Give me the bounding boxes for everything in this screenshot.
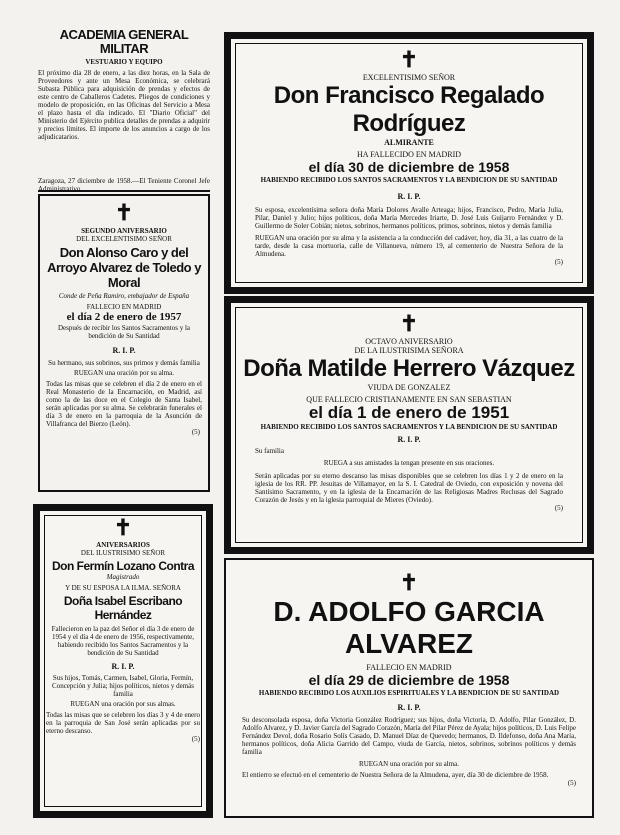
caro-masses: Todas las misas que se celebren el día 2 de enero en el Real Monasterio de la Encarnación, en Madrid, así como la de las doce en el Colegio de Santa Isabel, serán aplicadas por su alma. Se celebrarán funerales el día 3 de enero en la parroquia de la Asunción de Villafranca del Bierzo (León). [46, 380, 202, 428]
caro-family: Su hermano, sus sobrinos, sus primos y demás familia [48, 359, 200, 367]
cross-icon: ✝ [114, 200, 134, 225]
cross-icon: ✝ [113, 515, 133, 540]
regalado-ruegan: RUEGAN una oración por su alma y la asistencia a la conducción del cadáver, hoy, día 31, a las cuatro de la tarde, desde la casa mortuoria, calle de Villanueva, número 19, al cementerio de Nuestra Señora de la Almudena. [255, 234, 563, 258]
academy-title: ACADEMIA GENERAL MILITAR [59, 27, 189, 56]
caro-title: Conde de Peña Ramiro, embajador de España [58, 292, 190, 300]
garcia-ruegan: RUEGAN una oración por su alma. [359, 760, 459, 768]
regalado-title: ALMIRANTE [384, 138, 434, 147]
caro-line2: DEL EXCELENTISIMO SEÑOR [76, 235, 172, 243]
herrero-date: el día 1 de enero de 1951 [308, 403, 510, 422]
caro-name: Don Alonso Caro y del Arroyo Alvarez de Toledo y Moral [47, 245, 201, 290]
caro-ref: (5) [191, 428, 200, 436]
regalado-name: Don Francisco Regalado Rodríguez [273, 82, 545, 137]
caro-date: el día 2 de enero de 1957 [66, 311, 182, 323]
garcia-family: Su desconsolada esposa, doña Victoria González Rodríguez; sus hijos, doña Victoria, D. Adolfo, Pilar González, D. Adolfo Alvarez, y D. Javier García del Sagrado Corazón, María del Pilar Pérez de Ayala; hijos políticos, D. Luis Felipe Fernández Devol, doña Rosario Solís Casado, D. Manuel Díaz de Quevedo; hermanos, D. Ildefonso, doña Ana María, hermanos políticos, doña Alicia Garrido del Campo, viuda de García, nietos, sobrinos, sobrinos políticos y demás familia [242, 716, 576, 756]
obituary-herrero [224, 296, 594, 554]
herrero-ruegan: RUEGA a sus amistades la tengan presente en sus oraciones. [323, 459, 495, 467]
lozano-ruegan: RUEGAN una oración por sus almas. [70, 700, 176, 708]
herrero-sacraments: HABIENDO RECIBIDO LOS SANTOS SACRAMENTOS Y LA BENDICION DE SU SANTIDAD [260, 423, 558, 431]
caro-rip: R. I. P. [112, 346, 136, 355]
garcia-name: D. ADOLFO GARCIA ALVAREZ [273, 596, 545, 659]
divider [38, 190, 210, 192]
cross-icon: ✝ [399, 47, 419, 72]
obituary-lozano [33, 504, 213, 818]
lozano-body: Fallecieron en la paz del Señor el día 3 de enero de 1954 y el día 4 de enero de 1956, respectivamente, habiendo recibido los Santos Sacramentos y la bendición de Su Santidad [51, 625, 195, 657]
academy-notice [38, 27, 210, 193]
herrero-title: VIUDA DE GONZALEZ [367, 383, 451, 392]
cross-icon: ✝ [399, 570, 419, 595]
regalado-rip: R. I. P. [397, 192, 421, 201]
obituary-garcia [224, 558, 594, 818]
herrero-line2: DE LA ILUSTRISIMA SEÑORA [354, 346, 464, 355]
garcia-sacraments: HABIENDO RECIBIDO LOS AUXILIOS ESPIRITUALES Y LA BENDICION DE SU SANTIDAD [258, 689, 560, 697]
herrero-masses: Serán aplicadas por su eterno descanso las misas disponibles que se celebren los días 1 y 2 de enero en la iglesia de los RR. PP. Jesuitas de Villamayor, en la S. I. Catedral de Oviedo, con exposición y novena del Santísimo Sacramento, y en la iglesia de la Encarnación de las Religiosas Madres Reclusas del Sagrado Corazón de Jesús y en la iglesia parroquial de Mieres (Oviedo). [255, 472, 563, 504]
regalado-died: HA FALLECIDO EN MADRID [356, 150, 462, 159]
cross-icon: ✝ [399, 311, 419, 336]
herrero-name: Doña Matilde Herrero Vázquez [243, 355, 575, 382]
obituary-regalado [224, 32, 594, 294]
lozano-ref: (5) [191, 735, 200, 743]
lozano-title1: Magistrado [106, 573, 140, 581]
academy-subtitle: VESTUARIO Y EQUIPO [85, 58, 163, 66]
lozano-masses: Todas las misas que se celebren los días 3 y 4 de enero en la parroquia de San José serán aplicadas por su eterno descanso. [46, 711, 200, 735]
lozano-name2: Doña Isabel Escribano Hernández [63, 594, 183, 622]
regalado-family: Su esposa, excelentísima señora doña María Dolores Avalle Arteaga; hijos, Francisco, Pedro, María Julia, Pilar, Daniel y Julio; hijos políticos, doña María Mercedes Iriarte, D. José Luis Guijarro Fernández y D. Guillermo de Soler Cobián; nietos, sobrinos, hermanos políticos, primos, sobrinos, nietos y demás familia [255, 206, 563, 230]
herrero-ref: (5) [554, 504, 563, 512]
caro-line1: SEGUNDO ANIVERSARIO [81, 227, 167, 235]
herrero-died: QUE FALLECIO CRISTIANAMENTE EN SAN SEBASTIAN [306, 395, 512, 404]
caro-sacraments: Después de recibir los Santos Sacramentos y la bendición de Su Santidad [58, 324, 190, 340]
lozano-line3: Y DE SU ESPOSA LA ILMA. SEÑORA [65, 584, 181, 592]
obituary-caro [38, 194, 210, 492]
lozano-name1: Don Fermín Lozano Contra [52, 559, 194, 573]
garcia-ref: (5) [567, 779, 576, 787]
garcia-burial: El entierro se efectuó en el cementerio de Nuestra Señora de la Almudena, ayer, día 30 de diciembre de 1958. [242, 771, 549, 779]
academy-footer: Zaragoza, 27 diciembre de 1958.—El Teniente Coronel Jefe Administrativo. [38, 177, 210, 193]
garcia-died: FALLECIO EN MADRID [366, 663, 452, 672]
regalado-line1: EXCELENTISIMO SEÑOR [362, 73, 456, 82]
herrero-line1: OCTAVO ANIVERSARIO [365, 337, 453, 346]
caro-ruegan: RUEGAN una oración por su alma. [74, 369, 174, 377]
regalado-date: el día 30 de diciembre de 1958 [308, 159, 510, 175]
herrero-rip: R. I. P. [397, 435, 421, 444]
herrero-family: Su familia [255, 447, 284, 455]
lozano-line2: DEL ILUSTRISIMO SEÑOR [80, 549, 166, 557]
academy-body: El próximo día 28 de enero, a las diez horas, en la Sala de Proveedores y ante un Mesa Económica, se celebrará Subasta Pública para adquisición de prendas y efectos de este centro de Caballeros Cadetes. Pliegos de condiciones y modelo de proposición, en las Oficinas del Servicio a Mesa el plazo hasta el día indicado. El "Diario Oficial" del Ministerio del Ejército publica detalles de prendas a adquirir y precios límites. El importe de los anuncios a cargo de los adjudicatarios. [38, 69, 210, 141]
regalado-sacraments: HABIENDO RECIBIDO LOS SANTOS SACRAMENTOS Y LA BENDICION DE SU SANTIDAD [260, 176, 558, 184]
lozano-line1: ANIVERSARIOS [96, 541, 150, 549]
lozano-family: Sus hijos, Tomás, Carmen, Isabel, Gloria, Fermín, Concepción y Julia; hijos políticos, nietos y demás familia [52, 674, 194, 698]
caro-died: FALLECIO EN MADRID [86, 303, 162, 311]
garcia-date: el día 29 de diciembre de 1958 [308, 672, 510, 688]
regalado-ref: (5) [554, 258, 563, 266]
garcia-rip: R. I. P. [397, 703, 421, 712]
lozano-rip: R. I. P. [111, 662, 135, 671]
